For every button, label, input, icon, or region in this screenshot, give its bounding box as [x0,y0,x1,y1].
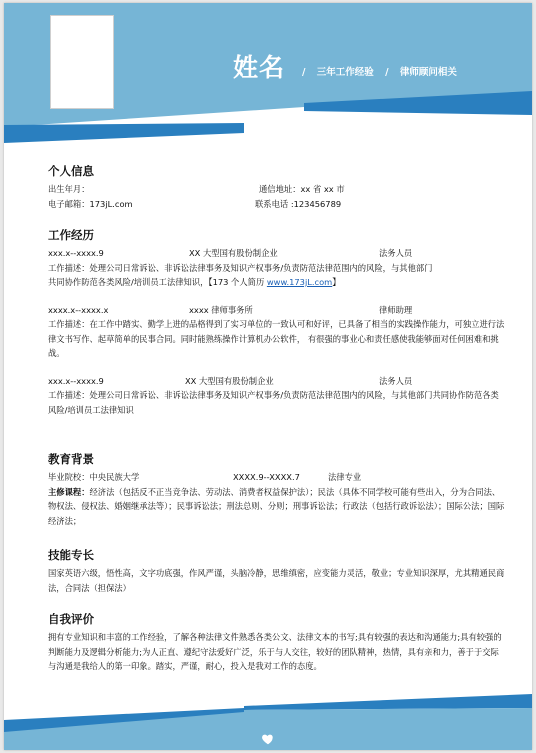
job-position: 法务人员 [379,248,413,258]
candidate-name: 姓名 [233,53,286,82]
education-period: XXXX.9--XXXX.7 [233,472,300,482]
address-field: 通信地址：xx 省 xx 市 [259,184,345,194]
section-title-skills: 技能专长 [48,548,94,562]
subtitle-separator: / [385,67,389,78]
job-description-text: 共同协作防范各类风险/培训员工法律知识，【173 个人简历 [48,277,267,288]
job-position: 律师助理 [379,304,413,315]
job-description-text: 】 [332,277,341,288]
job-header [48,303,506,318]
job-header [48,374,506,389]
job-description: 工作描述：在工作中踏实、勤学上进的品格得到了实习单位的一致认可和好评，已具备了相当的实践操作能力，可独立进行法律文书写作、起草简单的民事合同。同时能熟练操作计算机办公软件， 有很强的事业心和责任感使我能够面对任何困难和挑战。 [48,319,505,359]
section-title-personal: 个人信息 [48,164,94,178]
section-title-education: 教育背景 [48,452,94,466]
personal-section [48,163,506,211]
email-field: 电子邮箱：173jL.com [48,198,133,209]
header-subtitle [302,64,457,78]
job-period: xxx.x--xxxx.9 [48,375,104,386]
job-company: xxxx 律师事务所 [189,304,253,315]
subtitle-role: 律师顾问相关 [399,67,457,78]
education-section [48,451,506,528]
photo-placeholder [50,15,114,109]
job-description [48,261,506,290]
job-description-line [48,275,506,290]
subtitle-separator: / [302,67,306,78]
courses-label: 主修课程： [48,486,90,497]
job-description: 工作描述：处理公司日常诉讼、非诉讼法律事务及知识产权事务/负责防范法律范围内的风险，与其他部门共同协作防范各类风险/培训员工法律知识 [48,390,499,416]
website-link[interactable]: www.173jL.com [266,277,333,288]
school-field: 毕业院校：中央民族大学 [48,472,140,482]
job-header [48,246,506,261]
footer-dark-blue-stripe [244,694,532,710]
header-dark-blue-left [4,123,244,143]
self-evaluation-section [48,611,506,674]
birth-field: 出生年月： [48,184,90,194]
courses-paragraph [48,485,506,529]
self-evaluation-text: 拥有专业知识和丰富的工作经验，了解各种法律文件熟悉各类公文、法律文本的书写;具有较强的表达和沟通能力;具有较强的判断能力及逻辑分析能力;为人正直、遵纪守法爱好广泛，乐于与人交往，较好的团队精神，热情，具有亲和力，善于于交际与沟通是我给人的第一印象。踏实，严谨，耐心，投入是我对工作的态度。 [48,632,502,672]
skills-text: 国家英语六级，悟性高，文字功底强，作风严谨，头脑冷静，思维缜密，应变能力灵活，敬业；专业知识深厚，尤其精通民商法，合同法（担保法） [48,568,505,593]
section-title-work: 工作经历 [48,228,94,242]
education-major: 法律专业 [328,472,362,482]
job-position: 法务人员 [379,375,413,386]
phone-field: 联系电话 :123456789 [255,198,342,209]
subtitle-experience: 三年工作经验 [316,67,374,78]
courses-text: 经济法（包括反不正当竞争法、劳动法、消费者权益保护法）；民法（具体不同学校可能有些出入，分为合同法、物权法、侵权法、婚姻继承法等）；民事诉讼法；刑法总则、分则；刑事诉讼法；行政法（包括行政诉讼法）；国际公法；国际经济法； [48,486,505,526]
job-company: XX 大型国有股份制企业 [189,248,278,258]
work-section [48,227,506,418]
skills-section [48,547,506,595]
job-company: XX 大型国有股份制企业 [185,375,274,386]
heart-icon [261,732,275,746]
section-title-self-evaluation: 自我评价 [48,612,94,626]
job-description-line: 工作描述：处理公司日常诉讼、非诉讼法律事务及知识产权事务/负责防范法律范围内的风险，与其他部门 [48,262,433,273]
resume-page [4,3,532,750]
job-period: xxx.x--xxxx.9 [48,248,104,258]
job-period: xxxx.x--xxxx.x [48,304,109,315]
